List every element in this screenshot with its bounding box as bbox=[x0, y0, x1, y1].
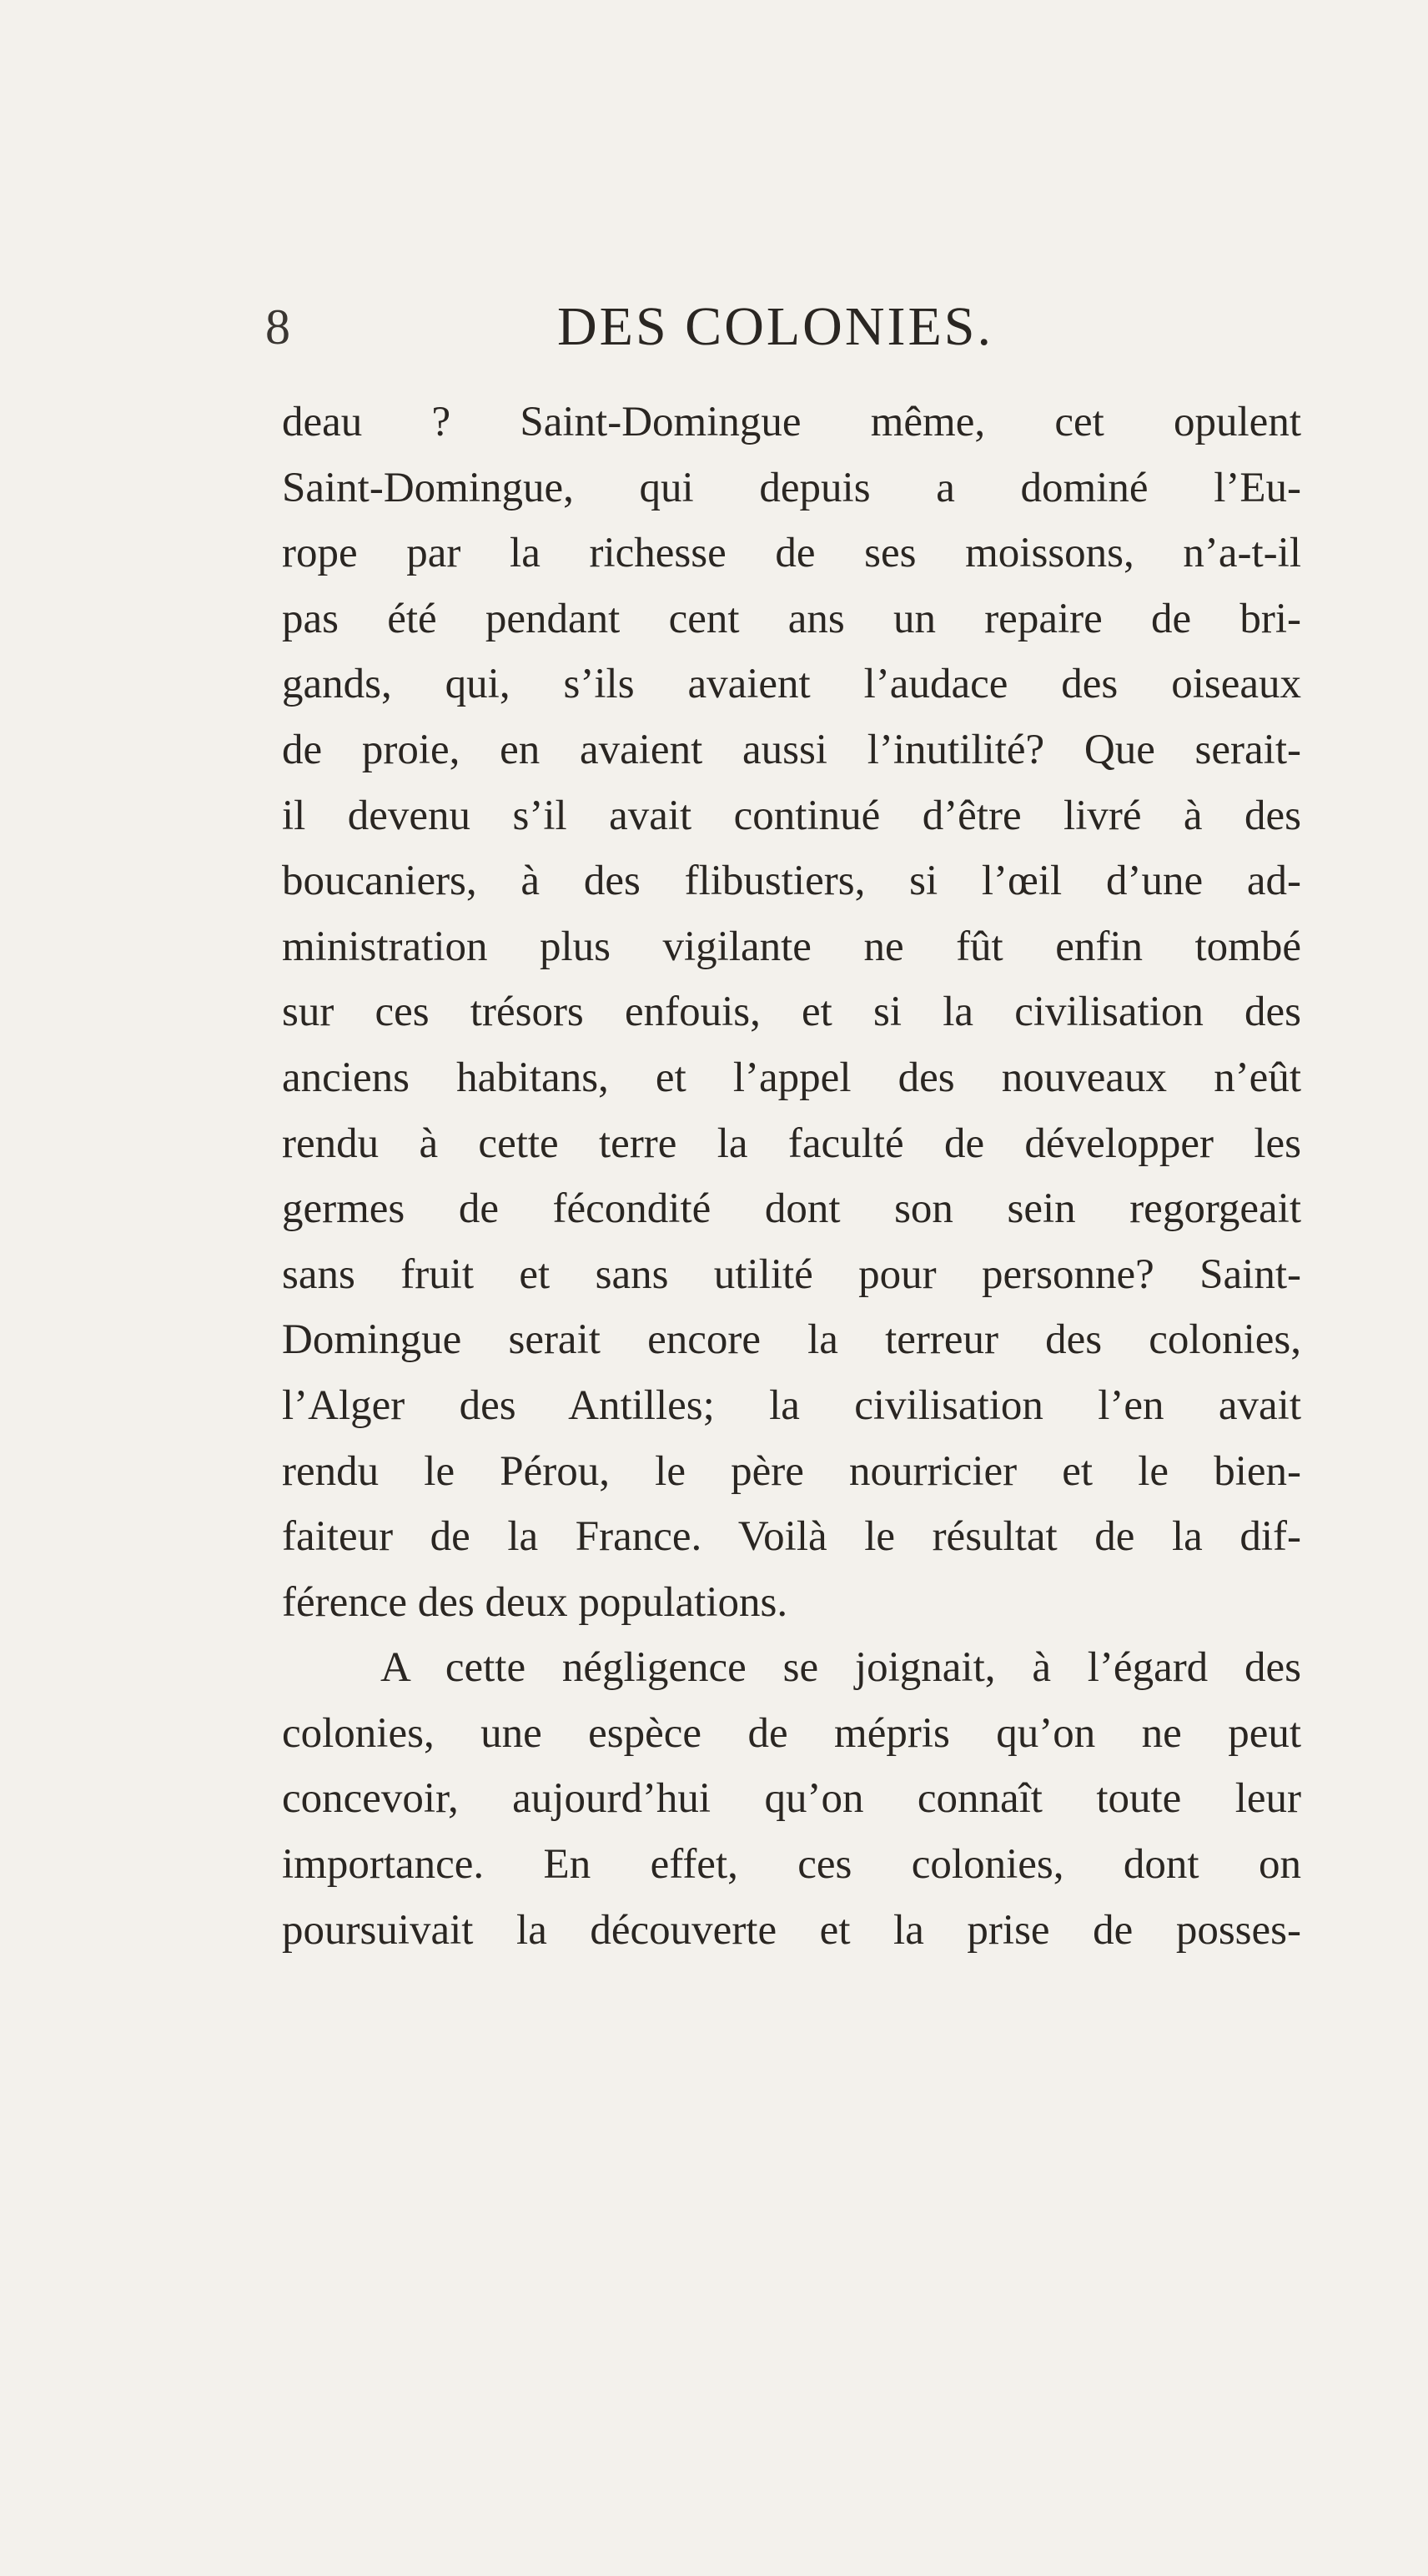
text-line: rendu à cette terre la faculté de développer les bbox=[282, 1119, 1301, 1167]
text-line: sur ces trésors enfouis, et si la civilisation des bbox=[282, 989, 1301, 1036]
body-text bbox=[282, 390, 1301, 1963]
text-line: boucaniers, à des flibustiers, si l’œil d’une ad- bbox=[282, 858, 1301, 905]
page-header bbox=[0, 294, 1428, 360]
text-line: importance. En effet, ces colonies, dont on bbox=[282, 1841, 1301, 1889]
text-line: deau ? Saint-Domingue même, cet opulent bbox=[282, 399, 1301, 445]
paragraph-start-line: A cette négligence se joignait, à l’égard des bbox=[380, 1644, 1301, 1692]
text-line: concevoir, aujourd’hui qu’on connaît toute leur bbox=[282, 1775, 1301, 1823]
paragraph-end-line: férence des deux populations. bbox=[282, 1578, 788, 1626]
text-line: anciens habitans, et l’appel des nouveaux n’eût bbox=[282, 1054, 1301, 1101]
text-line: faiteur de la France. Voilà le résultat de la dif- bbox=[282, 1513, 1301, 1561]
page-number: 8 bbox=[265, 299, 290, 355]
text-line: sans fruit et sans utilité pour personne? Saint- bbox=[282, 1250, 1301, 1298]
text-line: rendu le Pérou, le père nourricier et le bien- bbox=[282, 1447, 1301, 1495]
text-line: poursuivait la découverte et la prise de posses- bbox=[282, 1906, 1301, 1954]
text-line: colonies, une espèce de mépris qu’on ne peut bbox=[282, 1709, 1301, 1757]
text-line: pas été pendant cent ans un repaire de bri- bbox=[282, 595, 1301, 642]
running-title: DES COLONIES. bbox=[557, 296, 994, 357]
text-line: Domingue serait encore la terreur des colonies, bbox=[282, 1316, 1301, 1364]
text-line: Saint-Domingue, qui depuis a dominé l’Eu- bbox=[282, 464, 1301, 511]
text-line: rope par la richesse de ses moissons, n’a-t-il bbox=[282, 530, 1301, 577]
text-line: germes de fécondité dont son sein regorgeait bbox=[282, 1185, 1301, 1233]
text-line: ministration plus vigilante ne fût enfin tombé bbox=[282, 923, 1301, 970]
text-line: de proie, en avaient aussi l’inutilité? Que serait- bbox=[282, 726, 1301, 773]
text-line: gands, qui, s’ils avaient l’audace des oiseaux bbox=[282, 661, 1301, 708]
text-line: il devenu s’il avait continué d’être livré à des bbox=[282, 792, 1301, 839]
text-line: l’Alger des Antilles; la civilisation l’en avait bbox=[282, 1381, 1301, 1429]
